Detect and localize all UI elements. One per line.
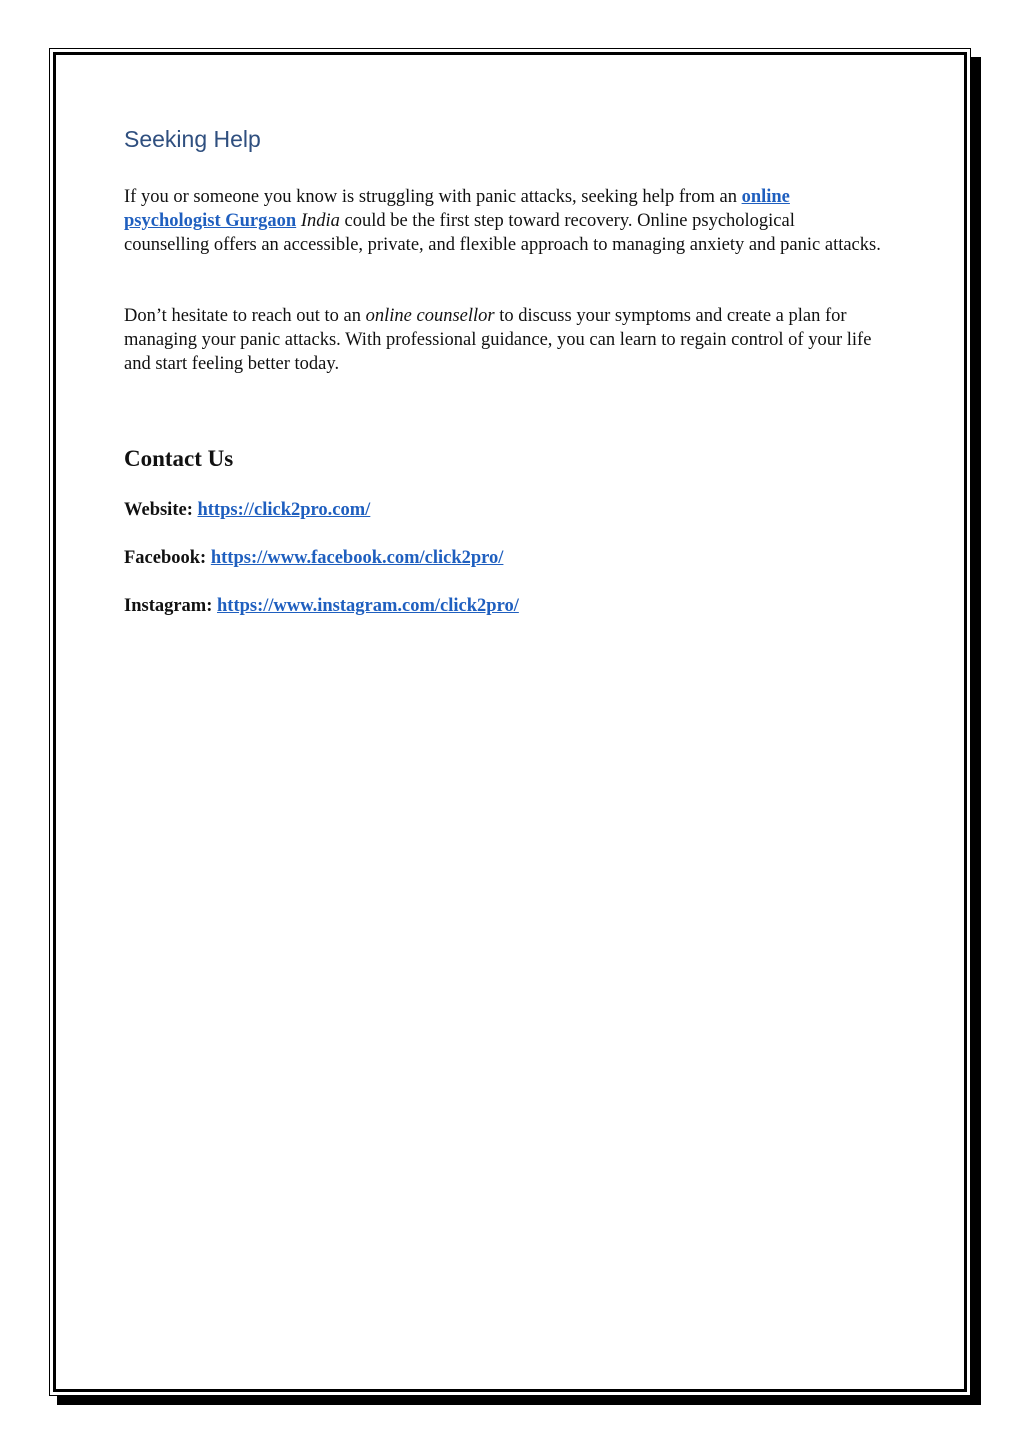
contact-us-heading: Contact Us: [124, 446, 234, 471]
seeking-help-paragraph-2: [124, 304, 884, 376]
facebook-link[interactable]: https://www.facebook.com/click2pro/: [210, 548, 504, 568]
paragraph-text: Don’t hesitate to reach out to an: [124, 306, 366, 326]
paragraph-text: If you or someone you know is struggling with panic attacks, seeking help from an: [124, 187, 742, 207]
facebook-label: Facebook:: [124, 548, 207, 568]
online-psychologist-link[interactable]: online psychologist Gurgaon: [124, 187, 790, 231]
italic-text-online-counsellor: online counsellor: [365, 306, 495, 326]
contact-website-line: [124, 498, 370, 522]
website-link[interactable]: https://click2pro.com/: [197, 500, 371, 520]
seeking-help-paragraph-1: [124, 185, 884, 257]
seeking-help-heading: Seeking Help: [124, 126, 261, 152]
paragraph-text: to discuss your symptoms and create a plan for managing your panic attacks. With professional guidance, you can learn to regain control of your life and start feeling better today.: [124, 306, 872, 374]
contact-instagram-line: [124, 594, 519, 618]
website-label: Website:: [124, 500, 193, 520]
paragraph-text: could be the first step toward recovery. Online psychological counselling offers an accessible, private, and flexible approach to managing anxiety and panic attacks.: [124, 211, 881, 255]
italic-text-india: India: [300, 211, 340, 231]
instagram-label: Instagram:: [124, 596, 213, 616]
contact-facebook-line: [124, 546, 503, 570]
instagram-link[interactable]: https://www.instagram.com/click2pro/: [217, 596, 519, 616]
